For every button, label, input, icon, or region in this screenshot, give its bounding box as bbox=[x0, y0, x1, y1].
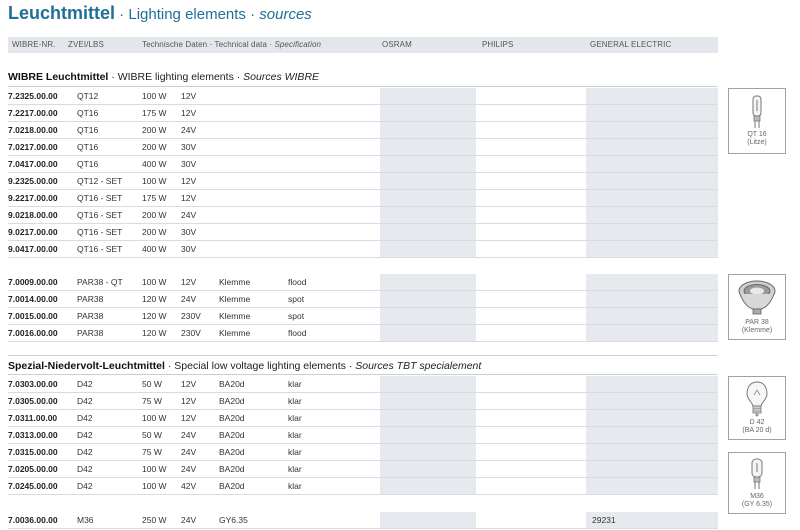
column-shade bbox=[586, 105, 718, 121]
section-title bbox=[8, 71, 319, 83]
column-shade bbox=[380, 207, 476, 223]
col-tech bbox=[142, 40, 321, 49]
title-sep: · bbox=[245, 6, 260, 23]
col-tech-sep: · bbox=[267, 40, 275, 49]
column-shade bbox=[586, 444, 718, 460]
table-row bbox=[8, 224, 718, 241]
cell-type: flood bbox=[288, 277, 307, 287]
lamp-picture-par38 bbox=[728, 274, 786, 340]
cell-zvei: QT16 - SET bbox=[77, 244, 123, 254]
col-osram: OSRAM bbox=[382, 40, 412, 49]
cell-volt: 230V bbox=[181, 311, 201, 321]
cell-zvei: D42 bbox=[77, 464, 93, 474]
cell-wibre-nr: 7.2325.00.00 bbox=[8, 91, 58, 101]
cell-zvei: PAR38 bbox=[77, 328, 104, 338]
column-shade bbox=[380, 512, 476, 528]
table-row bbox=[8, 427, 718, 444]
cell-zvei: QT16 bbox=[77, 142, 99, 152]
column-shade bbox=[380, 173, 476, 189]
cell-zvei: PAR38 bbox=[77, 311, 104, 321]
table-group bbox=[8, 376, 718, 495]
cell-zvei: PAR38 bbox=[77, 294, 104, 304]
cell-socket: BA20d bbox=[219, 396, 245, 406]
cell-watt: 120 W bbox=[142, 328, 167, 338]
col-tech-sep: · bbox=[207, 40, 215, 49]
cell-type: klar bbox=[288, 379, 302, 389]
picture-caption: PAR 38 bbox=[745, 319, 769, 326]
cell-volt: 24V bbox=[181, 447, 197, 457]
picture-caption: (Klemme) bbox=[741, 327, 773, 334]
cell-volt: 30V bbox=[181, 142, 197, 152]
table-row bbox=[8, 173, 718, 190]
column-shade bbox=[380, 190, 476, 206]
cell-wibre-nr: 7.0009.00.00 bbox=[8, 277, 58, 287]
table-row bbox=[8, 190, 718, 207]
section-title-en: Special low voltage lighting elements bbox=[174, 360, 346, 372]
cell-volt: 12V bbox=[181, 277, 197, 287]
cell-watt: 120 W bbox=[142, 294, 167, 304]
table-row bbox=[8, 122, 718, 139]
col-tech-fr: Specification bbox=[274, 40, 322, 49]
cell-watt: 100 W bbox=[142, 464, 167, 474]
cell-wibre-nr: 7.0315.00.00 bbox=[8, 447, 58, 457]
cell-zvei: QT16 bbox=[77, 125, 99, 135]
cell-watt: 100 W bbox=[142, 176, 167, 186]
cell-wibre-nr: 7.0417.00.00 bbox=[8, 159, 58, 169]
cell-volt: 24V bbox=[181, 294, 197, 304]
col-tech-en: Technical data bbox=[214, 40, 268, 49]
section-sep: · bbox=[233, 71, 244, 83]
cell-watt: 100 W bbox=[142, 481, 167, 491]
cell-zvei: D42 bbox=[77, 447, 93, 457]
column-shade bbox=[380, 393, 476, 409]
cell-type: klar bbox=[288, 413, 302, 423]
cell-type: flood bbox=[288, 328, 307, 338]
cell-volt: 12V bbox=[181, 396, 197, 406]
cell-watt: 100 W bbox=[142, 277, 167, 287]
picture-caption: (Litze) bbox=[747, 139, 767, 146]
col-tech-de: Technische Daten bbox=[142, 40, 208, 49]
cell-volt: 30V bbox=[181, 159, 197, 169]
cell-socket: BA20d bbox=[219, 481, 245, 491]
cell-volt: 12V bbox=[181, 193, 197, 203]
cell-wibre-nr: 9.0417.00.00 bbox=[8, 244, 58, 254]
section-divider bbox=[8, 355, 718, 356]
picture-caption: (BA 20 d) bbox=[742, 427, 772, 434]
cell-wibre-nr: 9.2325.00.00 bbox=[8, 176, 58, 186]
cell-watt: 100 W bbox=[142, 91, 167, 101]
title-main: Leuchtmittel bbox=[8, 3, 116, 23]
cell-wibre-nr: 7.0015.00.00 bbox=[8, 311, 58, 321]
cell-socket: BA20d bbox=[219, 464, 245, 474]
column-shade bbox=[380, 105, 476, 121]
cell-wibre-nr: 7.0205.00.00 bbox=[8, 464, 58, 474]
cell-watt: 200 W bbox=[142, 142, 167, 152]
cell-volt: 30V bbox=[181, 227, 197, 237]
d42-bulb-icon bbox=[746, 381, 768, 417]
table-row bbox=[8, 139, 718, 156]
title-en: Lighting elements bbox=[128, 6, 246, 23]
cell-watt: 120 W bbox=[142, 311, 167, 321]
cell-volt: 24V bbox=[181, 210, 197, 220]
cell-socket: Klemme bbox=[219, 328, 251, 338]
cell-zvei: PAR38 - QT bbox=[77, 277, 123, 287]
cell-zvei: D42 bbox=[77, 396, 93, 406]
qt16-lamp-icon bbox=[749, 95, 765, 129]
table-group bbox=[8, 88, 718, 258]
cell-watt: 200 W bbox=[142, 227, 167, 237]
column-shade bbox=[380, 88, 476, 104]
cell-watt: 175 W bbox=[142, 193, 167, 203]
table-row bbox=[8, 241, 718, 258]
cell-zvei: QT16 - SET bbox=[77, 227, 123, 237]
cell-wibre-nr: 7.0305.00.00 bbox=[8, 396, 58, 406]
table-group bbox=[8, 274, 718, 342]
section-title-de: Spezial-Niedervolt-Leuchtmittel bbox=[8, 360, 165, 372]
table-row bbox=[8, 207, 718, 224]
table-row bbox=[8, 308, 718, 325]
picture-caption: D 42 bbox=[749, 419, 765, 426]
table-row bbox=[8, 156, 718, 173]
cell-socket: BA20d bbox=[219, 379, 245, 389]
column-shade bbox=[380, 478, 476, 494]
cell-volt: 12V bbox=[181, 91, 197, 101]
column-shade bbox=[586, 122, 718, 138]
par38-lamp-icon bbox=[737, 279, 777, 317]
cell-ge: 29231 bbox=[592, 515, 616, 525]
cell-watt: 400 W bbox=[142, 244, 167, 254]
cell-wibre-nr: 7.0217.00.00 bbox=[8, 142, 58, 152]
column-shade bbox=[586, 291, 718, 307]
cell-volt: 12V bbox=[181, 176, 197, 186]
cell-type: klar bbox=[288, 481, 302, 491]
column-shade bbox=[586, 478, 718, 494]
cell-volt: 42V bbox=[181, 481, 197, 491]
column-shade bbox=[380, 274, 476, 290]
cell-volt: 12V bbox=[181, 108, 197, 118]
column-shade bbox=[586, 393, 718, 409]
cell-watt: 250 W bbox=[142, 515, 167, 525]
cell-wibre-nr: 7.0313.00.00 bbox=[8, 430, 58, 440]
lamp-picture-qt16 bbox=[728, 88, 786, 154]
column-shade bbox=[380, 241, 476, 257]
cell-wibre-nr: 7.0218.00.00 bbox=[8, 125, 58, 135]
table-row bbox=[8, 410, 718, 427]
table-row bbox=[8, 478, 718, 495]
column-shade bbox=[586, 325, 718, 341]
cell-type: klar bbox=[288, 430, 302, 440]
cell-zvei: QT12 - SET bbox=[77, 176, 123, 186]
column-shade bbox=[380, 308, 476, 324]
title-sep: · bbox=[115, 6, 129, 23]
column-shade bbox=[586, 461, 718, 477]
cell-watt: 400 W bbox=[142, 159, 167, 169]
column-shade bbox=[586, 207, 718, 223]
col-philips: PHILIPS bbox=[482, 40, 514, 49]
section-sep: · bbox=[345, 360, 356, 372]
cell-volt: 24V bbox=[181, 430, 197, 440]
lamp-picture-d42 bbox=[728, 376, 786, 440]
cell-wibre-nr: 7.0036.00.00 bbox=[8, 515, 58, 525]
cell-type: spot bbox=[288, 294, 305, 304]
cell-socket: BA20d bbox=[219, 413, 245, 423]
cell-zvei: D42 bbox=[77, 481, 93, 491]
cell-zvei: QT16 - SET bbox=[77, 210, 123, 220]
cell-wibre-nr: 7.2217.00.00 bbox=[8, 108, 58, 118]
column-shade bbox=[380, 122, 476, 138]
column-shade bbox=[586, 88, 718, 104]
section-title-fr: Sources TBT specialement bbox=[355, 360, 482, 372]
column-shade bbox=[586, 241, 718, 257]
column-shade bbox=[586, 274, 718, 290]
column-shade bbox=[380, 427, 476, 443]
col-zvei: ZVEI/LBS bbox=[68, 40, 104, 49]
column-header bbox=[8, 37, 718, 53]
table-row bbox=[8, 105, 718, 122]
section-title-de: WIBRE Leuchtmittel bbox=[8, 71, 109, 83]
section-title-en: WIBRE lighting elements bbox=[117, 71, 234, 83]
cell-type: klar bbox=[288, 447, 302, 457]
table-row bbox=[8, 444, 718, 461]
cell-wibre-nr: 7.0245.00.00 bbox=[8, 481, 58, 491]
cell-zvei: QT16 bbox=[77, 159, 99, 169]
cell-socket: BA20d bbox=[219, 430, 245, 440]
picture-caption: QT 16 bbox=[747, 131, 767, 138]
page-title bbox=[8, 3, 312, 24]
cell-wibre-nr: 7.0311.00.00 bbox=[8, 413, 58, 423]
cell-volt: 24V bbox=[181, 515, 197, 525]
cell-watt: 200 W bbox=[142, 125, 167, 135]
column-shade bbox=[586, 308, 718, 324]
table-row bbox=[8, 88, 718, 105]
table-row bbox=[8, 461, 718, 478]
cell-wibre-nr: 7.0014.00.00 bbox=[8, 294, 58, 304]
cell-volt: 30V bbox=[181, 244, 197, 254]
cell-type: spot bbox=[288, 311, 305, 321]
picture-caption: (GY 6.35) bbox=[741, 501, 773, 508]
cell-watt: 175 W bbox=[142, 108, 167, 118]
cell-watt: 50 W bbox=[142, 430, 162, 440]
picture-caption: M36 bbox=[750, 493, 764, 500]
column-shade bbox=[586, 376, 718, 392]
cell-zvei: QT16 - SET bbox=[77, 193, 123, 203]
cell-socket: BA20d bbox=[219, 447, 245, 457]
column-shade bbox=[380, 156, 476, 172]
section-title bbox=[8, 360, 481, 372]
column-shade bbox=[380, 444, 476, 460]
cell-watt: 50 W bbox=[142, 379, 162, 389]
table-row bbox=[8, 325, 718, 342]
table-row bbox=[8, 376, 718, 393]
column-shade bbox=[586, 139, 718, 155]
cell-watt: 75 W bbox=[142, 396, 162, 406]
column-shade bbox=[586, 190, 718, 206]
cell-wibre-nr: 9.0217.00.00 bbox=[8, 227, 58, 237]
cell-zvei: QT12 bbox=[77, 91, 99, 101]
section-sep: · bbox=[108, 71, 118, 83]
cell-watt: 75 W bbox=[142, 447, 162, 457]
cell-zvei: D42 bbox=[77, 413, 93, 423]
cell-volt: 230V bbox=[181, 328, 201, 338]
cell-zvei: D42 bbox=[77, 379, 93, 389]
cell-socket: Klemme bbox=[219, 311, 251, 321]
lamp-picture-m36 bbox=[728, 452, 786, 514]
column-shade bbox=[586, 173, 718, 189]
column-shade bbox=[380, 325, 476, 341]
col-wibre: WIBRE-NR. bbox=[12, 40, 56, 49]
table-group bbox=[8, 512, 718, 529]
section-divider bbox=[8, 86, 718, 87]
cell-zvei: M36 bbox=[77, 515, 94, 525]
table-row bbox=[8, 512, 718, 529]
column-shade bbox=[586, 156, 718, 172]
cell-wibre-nr: 7.0016.00.00 bbox=[8, 328, 58, 338]
column-shade bbox=[380, 224, 476, 240]
col-ge: GENERAL ELECTRIC bbox=[590, 40, 672, 49]
cell-volt: 24V bbox=[181, 125, 197, 135]
section-sep: · bbox=[164, 360, 175, 372]
title-fr: sources bbox=[259, 6, 312, 23]
column-shade bbox=[586, 410, 718, 426]
cell-wibre-nr: 9.2217.00.00 bbox=[8, 193, 58, 203]
column-shade bbox=[380, 291, 476, 307]
cell-volt: 12V bbox=[181, 379, 197, 389]
table-row bbox=[8, 291, 718, 308]
cell-volt: 12V bbox=[181, 413, 197, 423]
column-shade bbox=[586, 224, 718, 240]
section-divider bbox=[8, 374, 718, 375]
table-row bbox=[8, 274, 718, 291]
cell-type: klar bbox=[288, 464, 302, 474]
cell-watt: 100 W bbox=[142, 413, 167, 423]
column-shade bbox=[586, 427, 718, 443]
cell-type: klar bbox=[288, 396, 302, 406]
cell-wibre-nr: 7.0303.00.00 bbox=[8, 379, 58, 389]
column-shade bbox=[380, 410, 476, 426]
cell-volt: 24V bbox=[181, 464, 197, 474]
cell-zvei: D42 bbox=[77, 430, 93, 440]
cell-watt: 200 W bbox=[142, 210, 167, 220]
cell-wibre-nr: 9.0218.00.00 bbox=[8, 210, 58, 220]
column-shade bbox=[380, 139, 476, 155]
cell-socket: GY6.35 bbox=[219, 515, 248, 525]
cell-socket: Klemme bbox=[219, 277, 251, 287]
cell-socket: Klemme bbox=[219, 294, 251, 304]
section-title-fr: Sources WIBRE bbox=[243, 71, 320, 83]
table-row bbox=[8, 393, 718, 410]
m36-lamp-icon bbox=[749, 457, 765, 491]
cell-zvei: QT16 bbox=[77, 108, 99, 118]
column-shade bbox=[380, 376, 476, 392]
column-shade bbox=[380, 461, 476, 477]
